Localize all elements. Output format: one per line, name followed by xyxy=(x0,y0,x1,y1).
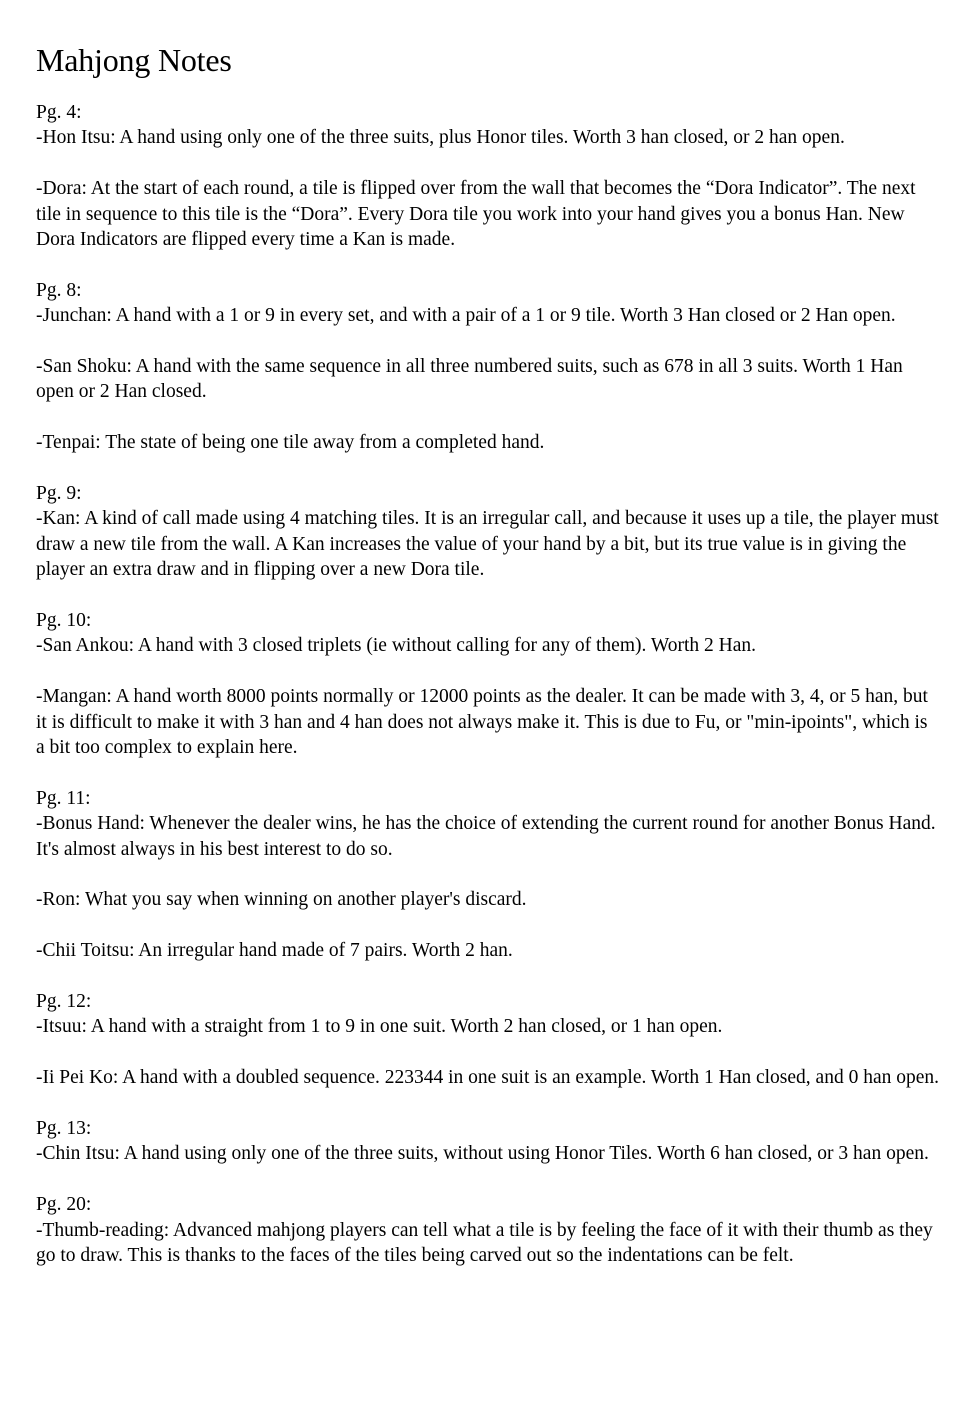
page-section xyxy=(36,608,941,760)
page-reference-label: Pg. 11: xyxy=(36,787,91,809)
note-entry: -Mangan: A hand worth 8000 points normally or 12000 points as the dealer. It can be made with 3, 4, or 5 han, but it is difficult to make it with 3 han and 4 han does not always make it. This is due to Fu, or "min-ipoints", which is a bit too complex to explain here. xyxy=(36,686,928,759)
note-entry: -Hon Itsu: A hand using only one of the three suits, plus Honor tiles. Worth 3 han closed, or 2 han open. xyxy=(36,127,845,149)
page-reference-label: Pg. 8: xyxy=(36,279,82,301)
page-section xyxy=(36,786,941,964)
page-section xyxy=(36,100,941,252)
page-section xyxy=(36,481,941,583)
note-entry: -Kan: A kind of call made using 4 matching tiles. It is an irregular call, and because it uses up a tile, the player must draw a new tile from the wall. A Kan increases the value of your hand by a bit, but its true value is in giving the player an extra draw and in flipping over a new Dora tile. xyxy=(36,508,939,581)
note-entry: -Chin Itsu: A hand using only one of the three suits, without using Honor Tiles. Worth 6 han closed, or 3 han open. xyxy=(36,1143,929,1165)
note-entry: -Tenpai: The state of being one tile away from a completed hand. xyxy=(36,432,545,454)
note-entry: -Chii Toitsu: An irregular hand made of 7 pairs. Worth 2 han. xyxy=(36,940,513,962)
note-entry: -Bonus Hand: Whenever the dealer wins, he has the choice of extending the current round for another Bonus Hand. It's almost always in his best interest to do so. xyxy=(36,813,936,860)
note-entry: -San Ankou: A hand with 3 closed triplets (ie without calling for any of them). Worth 2 Han. xyxy=(36,635,756,657)
note-entry: -Dora: At the start of each round, a tile is flipped over from the wall that becomes the “Dora Indicator”. The next tile in sequence to this tile is the “Dora”. Every Dora tile you work into your hand gives you a bonus Han. New Dora Indicators are flipped every time a Kan is made. xyxy=(36,178,916,251)
page-section xyxy=(36,1116,941,1167)
page-section xyxy=(36,278,941,456)
page-reference-label: Pg. 4: xyxy=(36,102,82,123)
page-section xyxy=(36,989,941,1091)
note-entry: -Junchan: A hand with a 1 or 9 in every set, and with a pair of a 1 or 9 tile. Worth 3 Han closed or 2 Han open. xyxy=(36,305,896,327)
page-reference-label: Pg. 10: xyxy=(36,610,92,632)
note-entry: -Thumb-reading: Advanced mahjong players can tell what a tile is by feeling the face of it with their thumb as they go to draw. This is thanks to the faces of the tiles being carved out so the indentations can be felt. xyxy=(36,1219,933,1267)
page-section xyxy=(36,1192,941,1268)
note-entry: -Ii Pei Ko: A hand with a doubled sequence. 223344 in one suit is an example. Worth 1 Han closed, and 0 han open. xyxy=(36,1067,940,1089)
note-entry: -Itsuu: A hand with a straight from 1 to 9 in one suit. Worth 2 han closed, or 1 han open. xyxy=(36,1016,723,1038)
page-reference-label: Pg. 20: xyxy=(36,1194,92,1216)
page-reference-label: Pg. 13: xyxy=(36,1118,92,1140)
page-reference-label: Pg. 9: xyxy=(36,483,82,505)
page-reference-label: Pg. 12: xyxy=(36,991,92,1013)
note-entry: -Ron: What you say when winning on another player's discard. xyxy=(36,889,527,911)
document-page xyxy=(36,38,941,1294)
note-entry: -San Shoku: A hand with the same sequence in all three numbered suits, such as 678 in all 3 suits. Worth 1 Han open or 2 Han closed. xyxy=(36,356,903,403)
notes-body xyxy=(36,100,941,1268)
document-title: Mahjong Notes xyxy=(36,42,232,78)
